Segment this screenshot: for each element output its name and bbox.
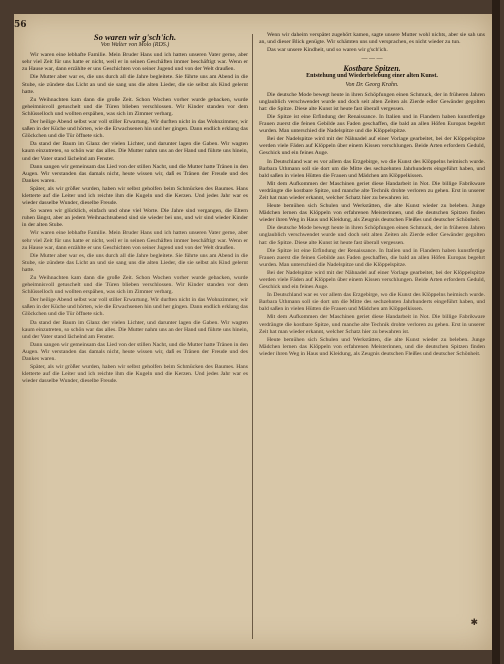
story-paragraph: Der heilige Abend selbst war voll stiller Erwartung. Wir durften nicht in das Wohnzimmer, wir saßen in der Küche und hörten, wie die Erwachsenen hin und her gingen. Dann endlich erklang das Glöckchen und die Tür öffnete sich. bbox=[22, 297, 248, 318]
story-paragraph: Zu Weihnachten kam dann die große Zeit. Schon Wochen vorher wurde gebacken, wurde geheimnisvoll getuschelt und die Türen blieben verschlossen. Wir Kinder standen vor dem Schlüsselloch und wollten erspähen, was sich im Zimmer verbarg. bbox=[22, 96, 248, 117]
article-paragraph: In Deutschland war es vor allem das Erzgebirge, wo die Kunst des Klöppelns heimisch wurde. Barbara Uthmann soll sie dort um die Mitte des sechzehnten Jahrhunderts eingeführt haben, und bald saßen in vielen Hütten die Frauen und Mädchen am Klöppelkissen. bbox=[259, 158, 485, 179]
story-paragraph: Die Mutter aber war es, die uns durch all die Jahre begleitete. Sie führte uns am Abend in die Stube, sie zündete das Licht an und sie sang uns die alten Lieder, die sie selbst als Kind gelernt hatte. bbox=[22, 74, 248, 95]
article-paragraph: Mit dem Aufkommen der Maschinen geriet diese Handarbeit in Not. Die billige Fabrikware verdrängte die kostbare Spitze, und manche alte Technik drohte verloren zu gehen. Erst in unserer Zeit hat man wieder erkannt, welcher Schatz hier zu bewahren ist. bbox=[259, 314, 485, 335]
right-column bbox=[259, 32, 485, 359]
newspaper-page bbox=[14, 14, 492, 650]
article-paragraph: Die deutsche Mode bewegt heute in ihren Schöpfungen einen Schmuck, der in früheren Jahren unglaublich verschwendet wurde und doch seit alten Zeiten als Zierde edler Gewänder gegolten hat: die Spitze. Diese alte Kunst ist heute fast überall vergessen. bbox=[259, 91, 485, 112]
story-paragraph: Später, als wir größer wurden, haben wir selbst geholfen beim Schmücken des Baumes. Hans kletterte auf die Leiter und ich reichte ihm die Kugeln und die Kerzen. Und jedes Jahr war es wieder dasselbe Wunder, dieselbe Freude. bbox=[22, 185, 248, 207]
story-paragraph: Da stand der Baum im Glanz der vielen Lichter, und darunter lagen die Gaben. Wir wagten kaum einzutreten, so schön war das alles. Die Mutter nahm uns an der Hand und führte uns hinein, und der Vater stand lächelnd am Fenster. bbox=[22, 141, 248, 162]
column-rule bbox=[252, 34, 253, 639]
section-separator: — — — bbox=[361, 56, 383, 63]
article-paragraph: Die Spitze ist eine Erfindung der Renaissance. In Italien und in Flandern haben kunstfertige Frauen zuerst die feinen Gebilde aus Faden geschaffen, die bald an allen Höfen Europas begehrt wurden. Man unterschied die Nadelspitze und die Klöppelspitze. bbox=[259, 247, 485, 268]
story-paragraph: Zu Weihnachten kam dann die große Zeit. Schon Wochen vorher wurde gebacken, wurde geheimnisvoll getuschelt und die Türen blieben verschlossen. Wir Kinder standen vor dem Schlüsselloch und wollten erspähen, was sich im Zimmer verbarg. bbox=[22, 275, 248, 296]
story-paragraph: Der heilige Abend selbst war voll stiller Erwartung. Wir durften nicht in das Wohnzimmer, wir saßen in der Küche und hörten, wie die Erwachsenen hin und her gingen. Dann endlich erklang das Glöckchen und die Tür öffnete sich. bbox=[22, 119, 248, 140]
left-column bbox=[22, 32, 248, 386]
story-paragraph: Später, als wir größer wurden, haben wir selbst geholfen beim Schmücken des Baumes. Hans kletterte auf die Leiter und ich reichte ihm die Kugeln und die Kerzen. Und jedes Jahr war es wieder dasselbe Wunder, dieselbe Freude. bbox=[22, 364, 248, 385]
article-paragraph: Bei der Nadelspitze wird mit der Nähnadel auf einer Vorlage gearbeitet, bei der Klöppelspitze werden viele Fäden auf Klöppeln über einem Kissen verschlungen. Beide Arten erfordern Geduld, Geschick und ein feines Auge. bbox=[259, 136, 485, 157]
story-paragraph: Wir waren eine lebhafte Familie. Mein Bruder Hans und ich hatten unseren Vater gerne, aber sehr viel Zeit für uns hatte er nicht, weil er in seinen Geschäften immer beschäftigt war. Wenn er zu Hause war, dann erzählte er uns Geschichten von seiner Jugend und von der Welt draußen. bbox=[22, 52, 248, 73]
article-byline: Von Dr. Georg Krahn. bbox=[345, 81, 399, 88]
story-paragraph: Wenn wir daheim verspätet zugehört kamen, sagte unsere Mutter wohl nichts, aber sie sah uns an, und dieser Blick genügte. Wir schämten uns und versprachen, es nicht wieder zu tun. bbox=[259, 32, 485, 46]
story-paragraph: Dann sangen wir gemeinsam das Lied von der stillen Nacht, und die Mutter hatte Tränen in den Augen. Wir verstanden das damals nicht, heute wissen wir, daß es Tränen der Freude und des Dankes waren. bbox=[22, 341, 248, 363]
article-paragraph: In Deutschland war es vor allem das Erzgebirge, wo die Kunst des Klöppelns heimisch wurde. Barbara Uthmann soll sie dort um die Mitte des sechzehnten Jahrhunderts eingeführt haben, und bald saßen in vielen Hütten die Frauen und Mädchen am Klöppelkissen. bbox=[259, 292, 485, 313]
article-paragraph: Mit dem Aufkommen der Maschinen geriet diese Handarbeit in Not. Die billige Fabrikware verdrängte die kostbare Spitze, und manche alte Technik drohte verloren zu gehen. Erst in unserer Zeit hat man wieder erkannt, welcher Schatz hier zu bewahren ist. bbox=[259, 180, 485, 201]
scan-edge bbox=[492, 0, 500, 664]
story-paragraph: Wir waren eine lebhafte Familie. Mein Bruder Hans und ich hatten unseren Vater gerne, aber sehr viel Zeit für uns hatte er nicht, weil er in seinen Geschäften immer beschäftigt war. Wenn er zu Hause war, dann erzählte er uns Geschichten von seiner Jugend und von der Welt draußen. bbox=[22, 230, 248, 251]
story-paragraph: So waren wir glücklich, einfach und ohne viel Worte. Die Jahre sind vergangen, die Eltern ruhen längst, aber an jedem Weihnachtsabend sind sie wieder bei uns, und wir sind wieder Kinder in der alten Stube. bbox=[22, 208, 248, 229]
page-number: 56 bbox=[14, 20, 27, 30]
story-closing: Das war unsere Kindheit, und so waren wir g'sch'ich. bbox=[267, 47, 388, 54]
article-paragraph: Heute bemühen sich Schulen und Werkstätten, die alte Kunst wieder zu beleben. Junge Mädchen lernen das Klöppeln von erfahrenen Meisterinnen, und die deutschen Spitzen finden wieder ihren Weg in Haus und Kleidung, als Zeugnis deutschen Fleißes und deutscher Schönheit. bbox=[259, 203, 485, 224]
ornament-star-icon: ✱ bbox=[470, 618, 478, 628]
article-paragraph: Die deutsche Mode bewegt heute in ihren Schöpfungen einen Schmuck, der in früheren Jahren unglaublich verschwendet wurde und doch seit alten Zeiten als Zierde edler Gewänder gegolten hat: die Spitze. Diese alte Kunst ist heute fast überall vergessen. bbox=[259, 225, 485, 246]
story-byline: Von Walter von Molo (RDS.) bbox=[100, 42, 170, 49]
article-paragraph: Die Spitze ist eine Erfindung der Renaissance. In Italien und in Flandern haben kunstfertige Frauen zuerst die feinen Gebilde aus Faden geschaffen, die bald an allen Höfen Europas begehrt wurden. Man unterschied die Nadelspitze und die Klöppelspitze. bbox=[259, 113, 485, 135]
article-paragraph: Bei der Nadelspitze wird mit der Nähnadel auf einer Vorlage gearbeitet, bei der Klöppelspitze werden viele Fäden auf Klöppeln über einem Kissen verschlungen. Beide Arten erfordern Geduld, Geschick und ein feines Auge. bbox=[259, 269, 485, 291]
story-paragraph: Da stand der Baum im Glanz der vielen Lichter, und darunter lagen die Gaben. Wir wagten kaum einzutreten, so schön war das alles. Die Mutter nahm uns an der Hand und führte uns hinein, und der Vater stand lächelnd am Fenster. bbox=[22, 319, 248, 340]
article-paragraph: Heute bemühen sich Schulen und Werkstätten, die alte Kunst wieder zu beleben. Junge Mädchen lernen das Klöppeln von erfahrenen Meisterinnen, und die deutschen Spitzen finden wieder ihren Weg in Haus und Kleidung, als Zeugnis deutschen Fleißes und deutscher Schönheit. bbox=[259, 336, 485, 357]
story-paragraph: Die Mutter aber war es, die uns durch all die Jahre begleitete. Sie führte uns am Abend in die Stube, sie zündete das Licht an und sie sang uns die alten Lieder, die sie selbst als Kind gelernt hatte. bbox=[22, 252, 248, 273]
article-subtitle: Entstehung und Wiederbelebung einer alten Kunst. bbox=[306, 73, 438, 80]
story-title: So waren wir g'sch'ich. bbox=[93, 32, 177, 42]
article-title: Kostbare Spitzen. bbox=[343, 64, 401, 74]
story-paragraph: Dann sangen wir gemeinsam das Lied von der stillen Nacht, und die Mutter hatte Tränen in den Augen. Wir verstanden das damals nicht, heute wissen wir, daß es Tränen der Freude und des Dankes waren. bbox=[22, 163, 248, 184]
